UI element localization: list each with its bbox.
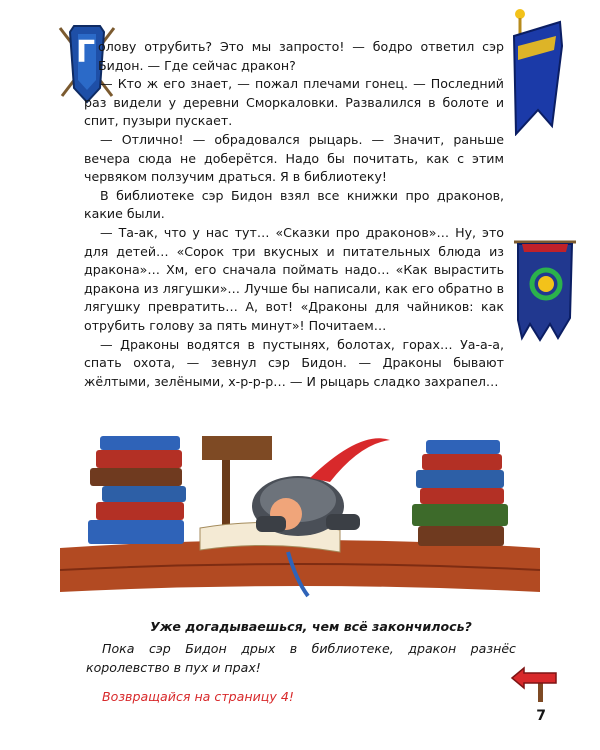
arrow-sign-icon[interactable] <box>508 664 560 704</box>
banner-icon <box>510 228 580 348</box>
story-paragraph: — Отлично! — обрадовался рыцарь. — Значит, раньше вечера сюда не доберётся. Надо бы почитать, как с этим червяком ползучим драться. Я в библиотеку! <box>84 131 504 185</box>
sleeping-knight-illustration <box>60 420 540 610</box>
ending-block <box>86 618 516 704</box>
story-paragraph: — Та-ак, что у нас тут… «Сказки про драконов»… Ну, это для детей… «Сорок три вкусных и питательных блюда из дракона»… Хм, его сначала поймать надо… «Как вырастить дракона из лягушки»… Лучше бы написали, как его обратно в лягушку превратить… А, вот! «Драконы для чайников: как отрубить голову за пять минут»! Почитаем… <box>84 224 504 333</box>
page-number: 7 <box>536 708 546 724</box>
story-paragraph: — Кто ж его знает, — пожал плечами гонец. — Последний раз видели у деревни Сморкаловки. Развалился в болоте и спит, пузыри пускает. <box>84 76 504 129</box>
story-paragraph: — Драконы водятся в пустынях, болотах, горах… Уа-а-а, спать охота, — зевнул сэр Бидон. — Драконы бывают жёлтыми, зелёными, х-р-р-р… — И рыцарь сладко захрапел… <box>84 336 504 389</box>
goto-page-link[interactable]: Возвращайся на страницу 4! <box>102 689 294 705</box>
story-text <box>84 38 504 391</box>
story-paragraph: В библиотеке сэр Бидон взял все книжки про драконов, какие были. <box>84 187 504 222</box>
banner-icon <box>508 6 568 136</box>
ending-question: Уже догадываешься, чем всё закончилось? <box>150 619 472 634</box>
dropcap: Г <box>76 35 96 70</box>
ending-outcome: Пока сэр Бидон дрых в библиотеке, дракон разнёс королевство в пух и прах! <box>86 641 516 675</box>
story-paragraph: олову отрубить? Это мы запросто! — бодро ответил сэр Бидон. — Где сейчас дракон? <box>98 39 504 73</box>
